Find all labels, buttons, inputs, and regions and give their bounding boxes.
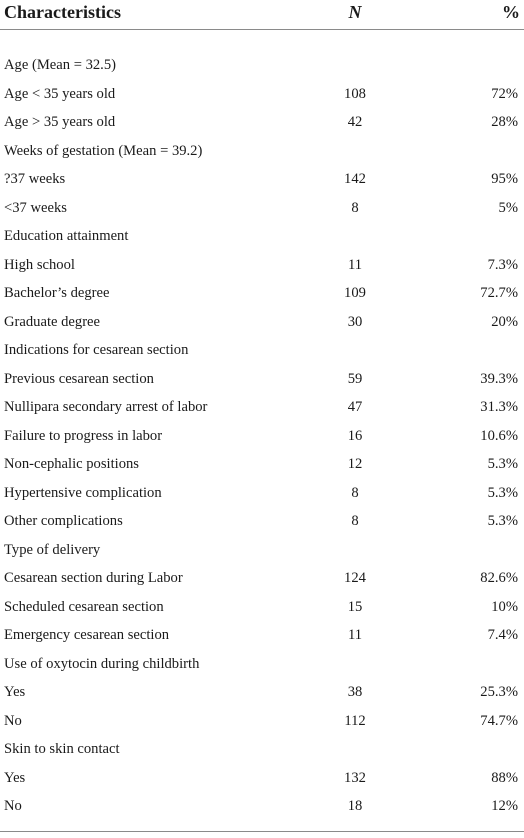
header-characteristics: Characteristics [4, 2, 121, 22]
row-n: 30 [347, 313, 363, 330]
row-n: 132 [344, 769, 366, 786]
row-n: 16 [347, 427, 363, 444]
row-n: 142 [344, 171, 366, 187]
row-n: 11 [347, 627, 363, 643]
row-percent: 74.7% [480, 712, 518, 729]
table-row [0, 764, 524, 793]
table-row [0, 393, 524, 422]
row-label: Yes [4, 684, 26, 700]
row-label: Indications for cesarean section [4, 342, 189, 358]
table-row [0, 137, 524, 166]
row-percent: 5.3% [487, 484, 518, 501]
row-n: 15 [347, 598, 363, 615]
row-n: 59 [347, 370, 363, 387]
table-row [0, 194, 524, 223]
row-label: Cesarean section during Labor [4, 570, 183, 586]
table-row [0, 735, 524, 764]
row-label: ?37 weeks [4, 171, 66, 187]
row-percent: 10.6% [480, 427, 518, 444]
table-row [0, 564, 524, 593]
row-label: Failure to progress in labor [4, 427, 163, 444]
row-label: Scheduled cesarean section [4, 598, 164, 615]
row-percent: 5% [498, 199, 518, 216]
row-percent: 12% [491, 798, 518, 814]
row-label: Graduate degree [4, 313, 101, 330]
table-row [0, 365, 524, 394]
row-n: 38 [347, 684, 363, 700]
row-label: No [4, 798, 22, 814]
row-label: Age (Mean = 32.5) [4, 57, 116, 73]
row-label: Age < 35 years old [4, 85, 116, 102]
row-label: Type of delivery [4, 541, 101, 558]
row-n: 109 [344, 285, 366, 301]
table-row [0, 707, 524, 736]
table-row [0, 792, 524, 821]
row-label: Education attainment [4, 228, 129, 244]
header-percent: % [502, 2, 520, 22]
table-row [0, 251, 524, 280]
table-row [0, 108, 524, 137]
table-row [0, 308, 524, 337]
row-percent: 10% [491, 598, 518, 615]
table-row [0, 336, 524, 365]
table-row [0, 593, 524, 622]
table-bottom-rule [0, 831, 524, 832]
row-label: Use of oxytocin during childbirth [4, 655, 200, 672]
row-label: Bachelor’s degree [4, 285, 110, 301]
row-percent: 5.3% [487, 456, 518, 472]
table-row [0, 51, 524, 80]
table-row [0, 450, 524, 479]
row-label: Other complications [4, 513, 123, 529]
row-label: Age > 35 years old [4, 114, 116, 130]
row-percent: 7.4% [487, 627, 518, 643]
table-row [0, 165, 524, 194]
table-row [0, 279, 524, 308]
row-percent: 82.6% [480, 570, 518, 586]
row-n: 18 [347, 798, 363, 814]
header-n: N [348, 2, 362, 22]
table-row [0, 222, 524, 251]
row-n: 108 [344, 85, 366, 102]
row-label: Emergency cesarean section [4, 627, 170, 643]
row-n: 8 [351, 199, 359, 216]
row-percent: 5.3% [487, 513, 518, 529]
row-percent: 20% [491, 313, 518, 330]
row-percent: 72% [491, 85, 518, 102]
row-percent: 72.7% [480, 285, 518, 301]
row-n: 47 [347, 399, 363, 415]
table-body [0, 30, 524, 821]
table-row [0, 536, 524, 565]
row-n: 8 [351, 484, 359, 501]
row-percent: 95% [491, 171, 518, 187]
table-row [0, 80, 524, 109]
row-label: Hypertensive complication [4, 484, 162, 501]
row-percent: 25.3% [480, 684, 518, 700]
row-label: <37 weeks [4, 199, 67, 216]
row-n: 12 [347, 456, 363, 472]
row-label: High school [4, 256, 75, 273]
table-row [0, 507, 524, 536]
table-row [0, 621, 524, 650]
row-label: Yes [4, 769, 26, 786]
row-label: No [4, 712, 22, 729]
row-n: 124 [344, 570, 366, 586]
row-percent: 39.3% [480, 370, 518, 387]
table-row [0, 650, 524, 679]
row-n: 112 [344, 712, 366, 729]
table-row [0, 422, 524, 451]
row-percent: 88% [491, 769, 518, 786]
row-percent: 7.3% [487, 256, 518, 273]
row-n: 8 [351, 513, 359, 529]
row-percent: 28% [491, 114, 518, 130]
table-header [0, 0, 524, 30]
table-row [0, 479, 524, 508]
row-label: Skin to skin contact [4, 741, 120, 757]
row-n: 42 [347, 114, 363, 130]
row-label: Previous cesarean section [4, 370, 154, 387]
row-n: 11 [347, 256, 363, 273]
row-label: Weeks of gestation (Mean = 39.2) [4, 142, 203, 159]
table-row [0, 678, 524, 707]
row-percent: 31.3% [480, 399, 518, 415]
row-label: Non-cephalic positions [4, 456, 139, 472]
row-label: Nullipara secondary arrest of labor [4, 399, 208, 415]
